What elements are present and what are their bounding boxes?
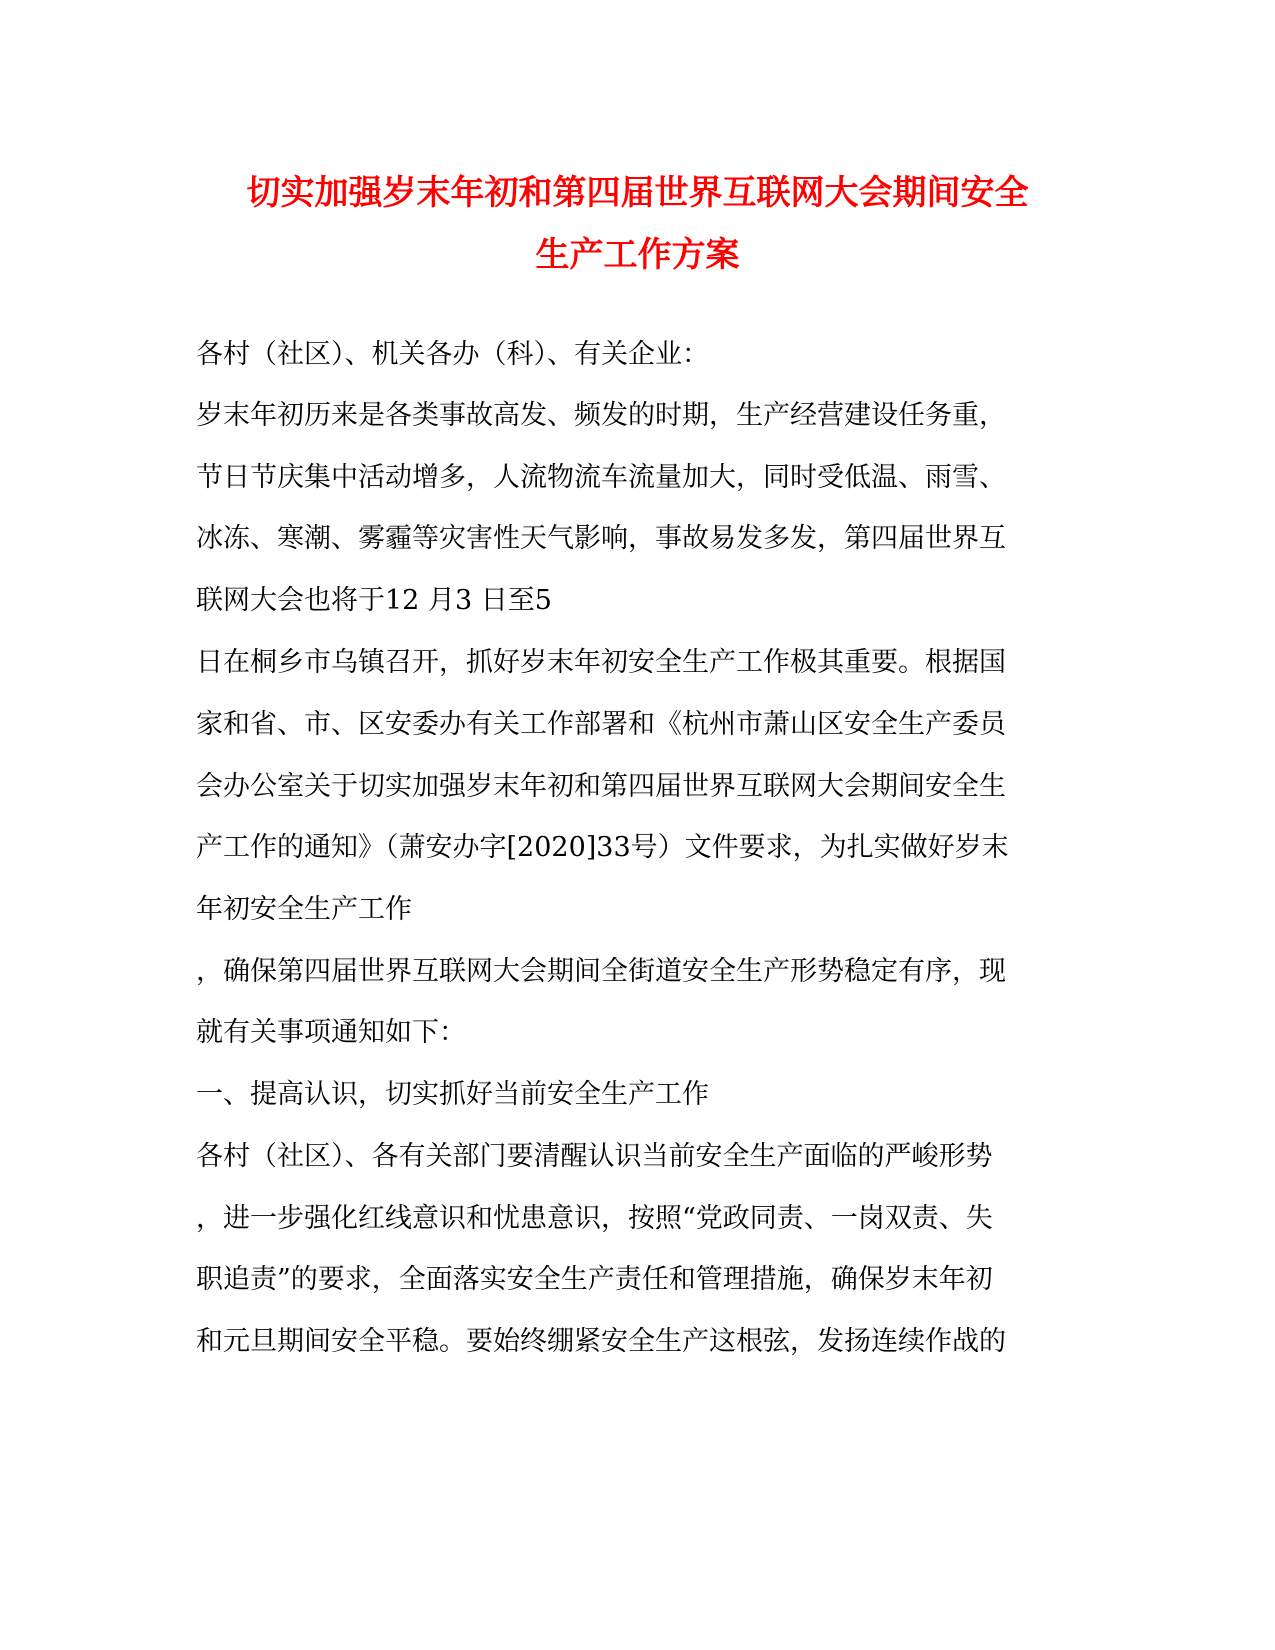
body-line: 各村（社区）、各有关部门要清醒认识当前安全生产面临的严峻形势 — [196, 1141, 993, 1172]
document-title-line-2: 生产工作方案 — [535, 235, 740, 275]
body-line: 岁末年初历来是各类事故高发、频发的时期，生产经营建设任务重， — [196, 400, 1006, 431]
body-line: 就有关事项通知如下： — [196, 1017, 466, 1048]
body-line: 联网大会也将于12 月3 日至5 — [196, 585, 552, 616]
body-line: 家和省、市、区安委办有关工作部署和《杭州市萧山区安全生产委员 — [196, 709, 1006, 740]
document-title-line-1: 切实加强岁末年初和第四届世界互联网大会期间安全 — [246, 173, 1029, 213]
body-line: 年初安全生产工作 — [196, 894, 412, 925]
body-line: ，进一步强化红线意识和忧患意识，按照“党政同责、一岗双责、失 — [196, 1203, 993, 1234]
body-line: 冰冻、寒潮、雾霾等灾害性天气影响，事故易发多发，第四届世界互 — [196, 523, 1006, 554]
body-line: 节日节庆集中活动增多，人流物流车流量加大，同时受低温、雨雪、 — [196, 462, 1006, 493]
body-line: 产工作的通知》（萧安办字[2020]33号）文件要求，为扎实做好岁末 — [196, 832, 1009, 863]
body-line: 职追责”的要求，全面落实安全生产责任和管理措施，确保岁末年初 — [196, 1264, 993, 1295]
body-line: 会办公室关于切实加强岁末年初和第四届世界互联网大会期间安全生 — [196, 771, 1006, 802]
body-line: 和元旦期间安全平稳。要始终绷紧安全生产这根弦，发扬连续作战的 — [196, 1326, 1006, 1357]
section-heading-1: 一、提高认识，切实抓好当前安全生产工作 — [196, 1079, 709, 1110]
body-line: ，确保第四届世界互联网大会期间全街道安全生产形势稳定有序，现 — [196, 956, 1006, 987]
salutation-line: 各村（社区）、机关各办（科）、有关企业： — [196, 339, 709, 370]
body-line: 日在桐乡市乌镇召开，抓好岁末年初安全生产工作极其重要。根据国 — [196, 647, 1006, 678]
